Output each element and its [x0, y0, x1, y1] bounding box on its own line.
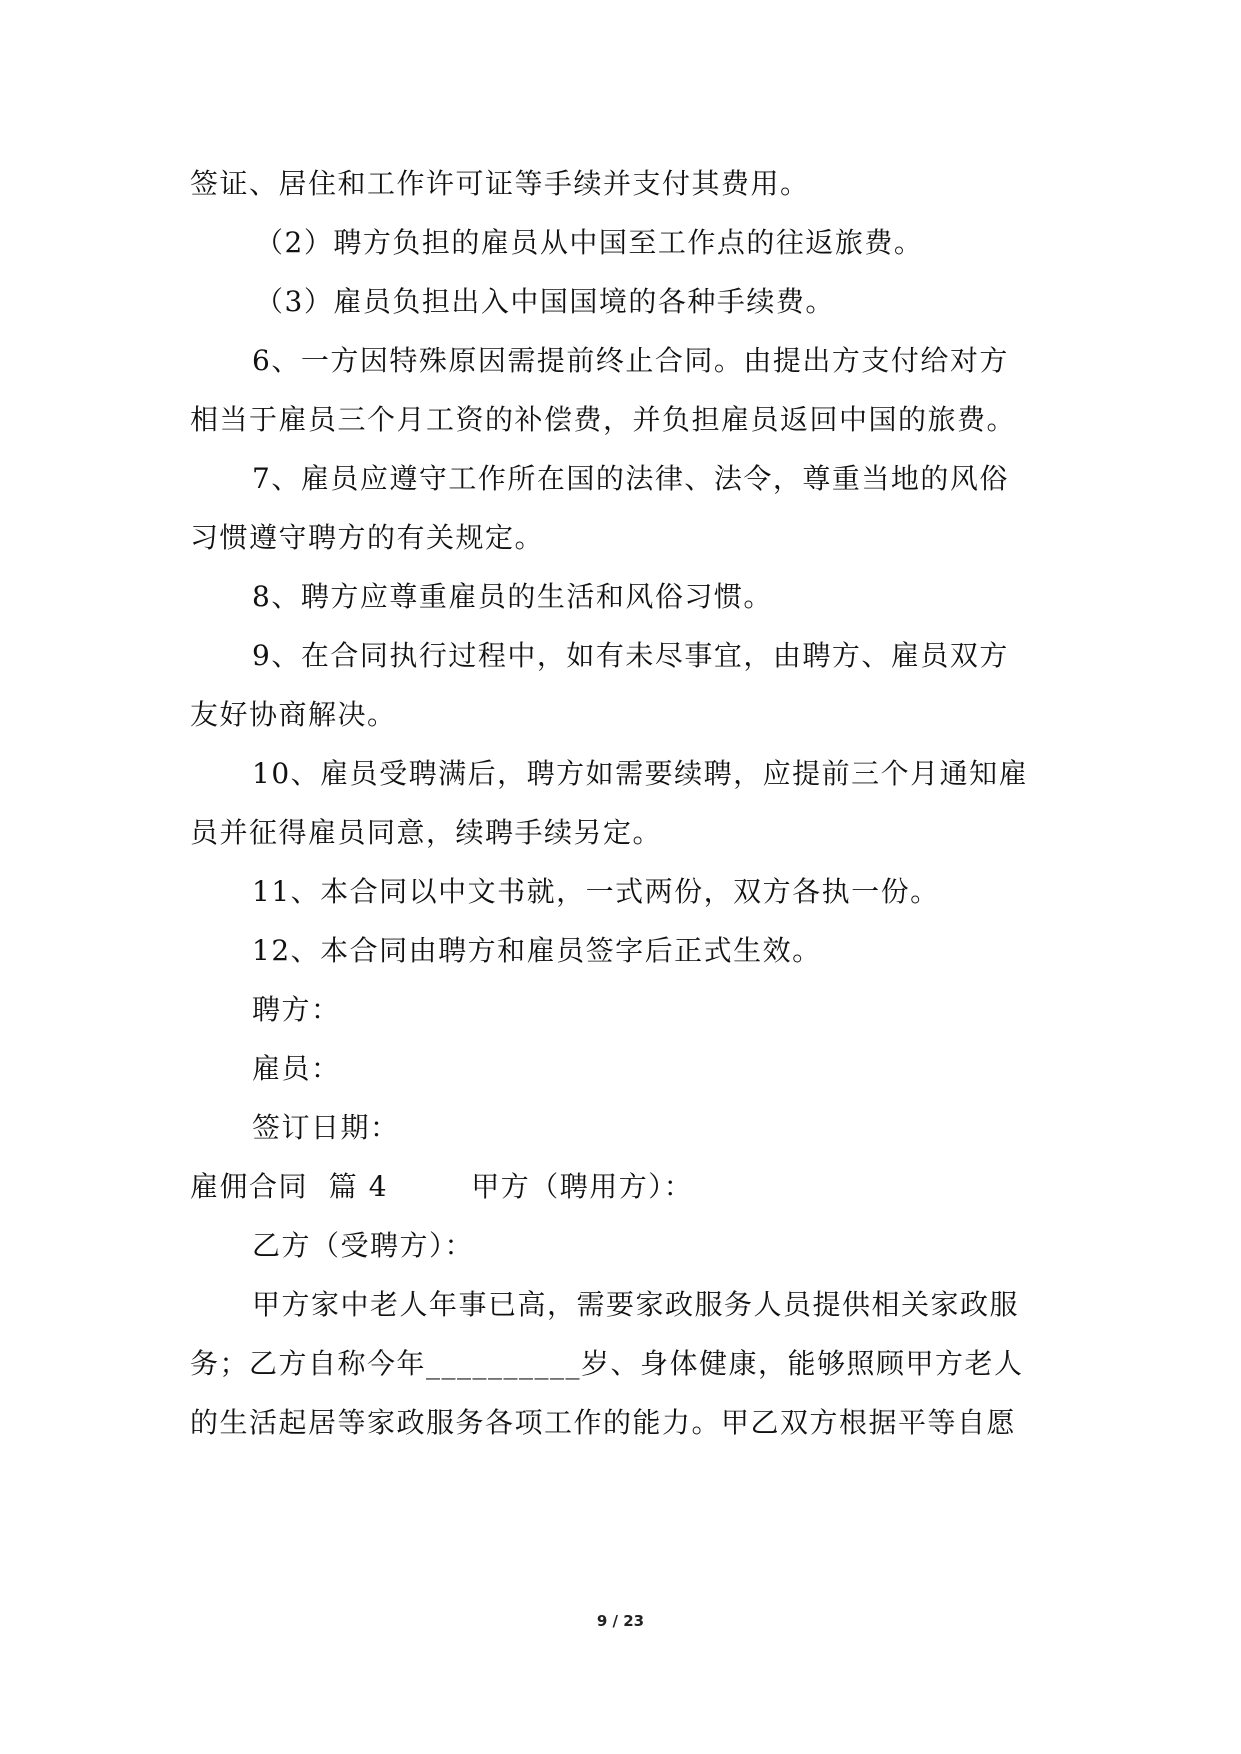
text-line: 员并征得雇员同意，续聘手续另定。 [190, 816, 663, 849]
text-line: 10、雇员受聘满后，聘方如需要续聘，应提前三个月通知雇 [252, 757, 1029, 790]
text-line: 6、一方因特殊原因需提前终止合同。由提出方支付给对方 [252, 344, 1009, 377]
signing-date-label: 签订日期： [252, 1111, 400, 1144]
text-line: 9、在合同执行过程中，如有未尽事宜，由聘方、雇员双方 [252, 639, 1009, 672]
text-line: 12、本合同由聘方和雇员签字后正式生效。 [252, 934, 822, 967]
page-number: 9 / 23 [596, 1612, 645, 1630]
text-line: 签证、居住和工作许可证等手续并支付其费用。 [190, 167, 810, 200]
section-heading: 雇佣合同 篇 4 甲方（聘用方）： [190, 1170, 694, 1203]
text-line: 甲方家中老人年事已高，需要家政服务人员提供相关家政服 [252, 1288, 1020, 1321]
text-line: 乙方（受聘方）： [252, 1229, 475, 1262]
text-line: 习惯遵守聘方的有关规定。 [190, 521, 545, 554]
text-line: 7、雇员应遵守工作所在国的法律、法令，尊重当地的风俗 [252, 462, 1009, 495]
text-line: 的生活起居等家政服务各项工作的能力。甲乙双方根据平等自愿 [190, 1406, 1017, 1439]
text-line: 相当于雇员三个月工资的补偿费，并负担雇员返回中国的旅费。 [190, 403, 1017, 436]
text-line: 务；乙方自称今年__________岁、身体健康，能够照顾甲方老人 [190, 1347, 1024, 1380]
text-line: 友好协商解决。 [190, 698, 397, 731]
text-line: （2）聘方负担的雇员从中国至工作点的往返旅费。 [255, 226, 924, 259]
signature-label-employer: 聘方： [252, 993, 341, 1026]
signature-label-employee: 雇员： [252, 1052, 341, 1085]
text-line: 11、本合同以中文书就，一式两份，双方各执一份。 [252, 875, 940, 908]
text-line: （3）雇员负担出入中国国境的各种手续费。 [255, 285, 835, 318]
text-line: 8、聘方应尊重雇员的生活和风俗习惯。 [252, 580, 773, 613]
